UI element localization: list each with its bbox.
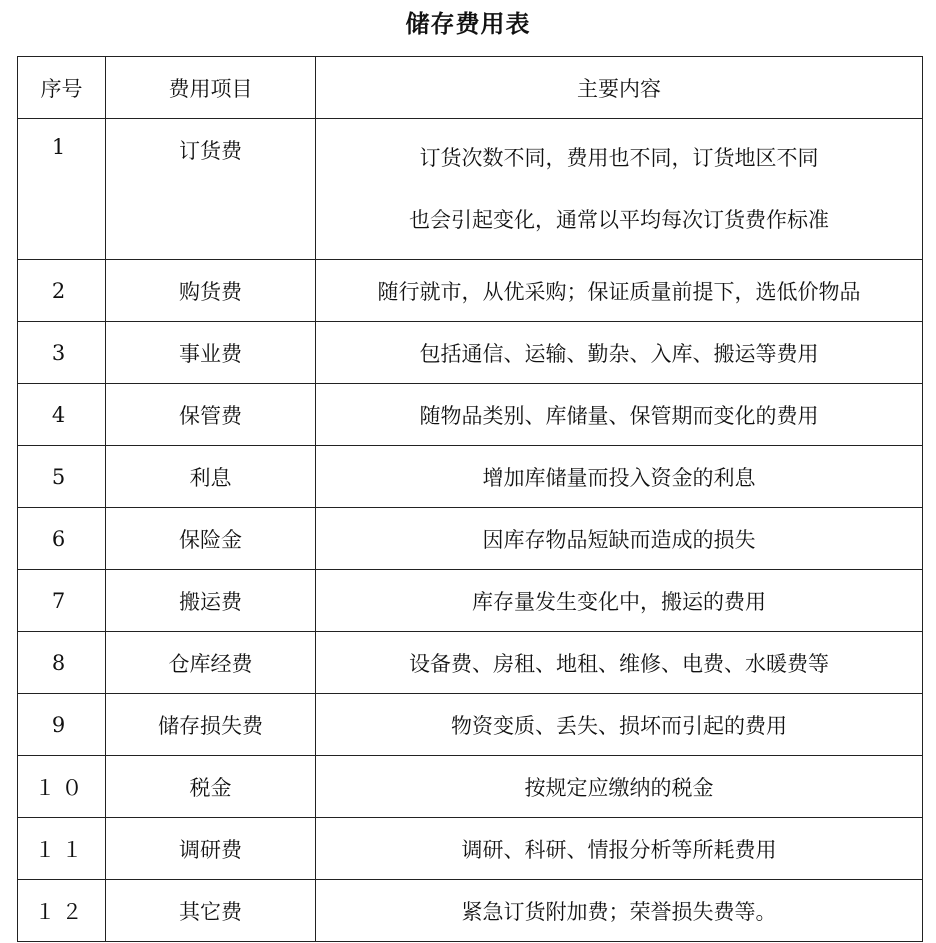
table-body <box>18 57 923 942</box>
cell-item: 税金 <box>106 756 316 818</box>
content-line: 随物品类别、库储量、保管期而变化的费用 <box>419 403 819 428</box>
cell-no: １０ <box>18 756 106 818</box>
table-row <box>18 880 923 942</box>
header-no: 序号 <box>18 57 106 119</box>
table-row <box>18 570 923 632</box>
table-row <box>18 694 923 756</box>
content-line: 订货次数不同，费用也不同，订货地区不同 <box>419 146 819 170</box>
cell-content <box>316 756 923 818</box>
cell-content <box>316 384 923 446</box>
table-row <box>18 384 923 446</box>
table-row <box>18 322 923 384</box>
cell-item: 保险金 <box>106 508 316 570</box>
cell-item: 购货费 <box>106 260 316 322</box>
cell-content <box>316 632 923 694</box>
cell-content <box>316 570 923 632</box>
content-line: 物资变质、丢失、损坏而引起的费用 <box>451 713 787 738</box>
content-line: 包括通信、运输、勤杂、入库、搬运等费用 <box>419 341 819 366</box>
content-line: 因库存物品短缺而造成的损失 <box>482 527 756 552</box>
cell-content <box>316 119 923 260</box>
cell-content <box>316 322 923 384</box>
cell-content <box>316 880 923 942</box>
header-row <box>18 57 923 119</box>
header-content: 主要内容 <box>316 57 923 119</box>
cell-content <box>316 508 923 570</box>
cell-content <box>316 818 923 880</box>
cell-no: １２ <box>18 880 106 942</box>
cell-no: 4 <box>18 384 106 446</box>
cell-no: 3 <box>18 322 106 384</box>
cell-no: 8 <box>18 632 106 694</box>
cell-no: 2 <box>18 260 106 322</box>
cell-item: 订货费 <box>106 119 316 260</box>
cell-item: 事业费 <box>106 322 316 384</box>
cell-no: 6 <box>18 508 106 570</box>
content-line: 库存量发生变化中，搬运的费用 <box>472 589 766 614</box>
content-line: 调研、科研、情报分析等所耗费用 <box>461 837 777 862</box>
table-row <box>18 446 923 508</box>
table-row <box>18 260 923 322</box>
cell-content <box>316 694 923 756</box>
cell-item: 搬运费 <box>106 570 316 632</box>
cell-no: 9 <box>18 694 106 756</box>
table-row <box>18 756 923 818</box>
content-line: 随行就市，从优采购；保证质量前提下，选低价物品 <box>377 279 861 304</box>
table-row <box>18 508 923 570</box>
table-row <box>18 632 923 694</box>
content-line: 按规定应缴纳的税金 <box>524 775 714 800</box>
cell-item: 调研费 <box>106 818 316 880</box>
header-item: 费用项目 <box>106 57 316 119</box>
cell-no: １１ <box>18 818 106 880</box>
cell-item: 利息 <box>106 446 316 508</box>
cell-content <box>316 446 923 508</box>
storage-cost-table <box>17 56 923 942</box>
content-line: 也会引起变化，通常以平均每次订货费作标准 <box>409 208 829 232</box>
table-title: 储存费用表 <box>405 10 531 38</box>
table-row <box>18 818 923 880</box>
cell-item: 其它费 <box>106 880 316 942</box>
cell-item: 保管费 <box>106 384 316 446</box>
cell-content <box>316 260 923 322</box>
content-line: 增加库储量而投入资金的利息 <box>482 465 756 490</box>
table-row <box>18 119 923 260</box>
cell-item: 仓库经费 <box>106 632 316 694</box>
content-line: 紧急订货附加费；荣誉损失费等。 <box>461 899 777 924</box>
cell-item: 储存损失费 <box>106 694 316 756</box>
content-line: 设备费、房租、地租、维修、电费、水暖费等 <box>409 651 829 676</box>
cell-no: 1 <box>18 119 106 260</box>
cell-no: 5 <box>18 446 106 508</box>
cell-no: 7 <box>18 570 106 632</box>
